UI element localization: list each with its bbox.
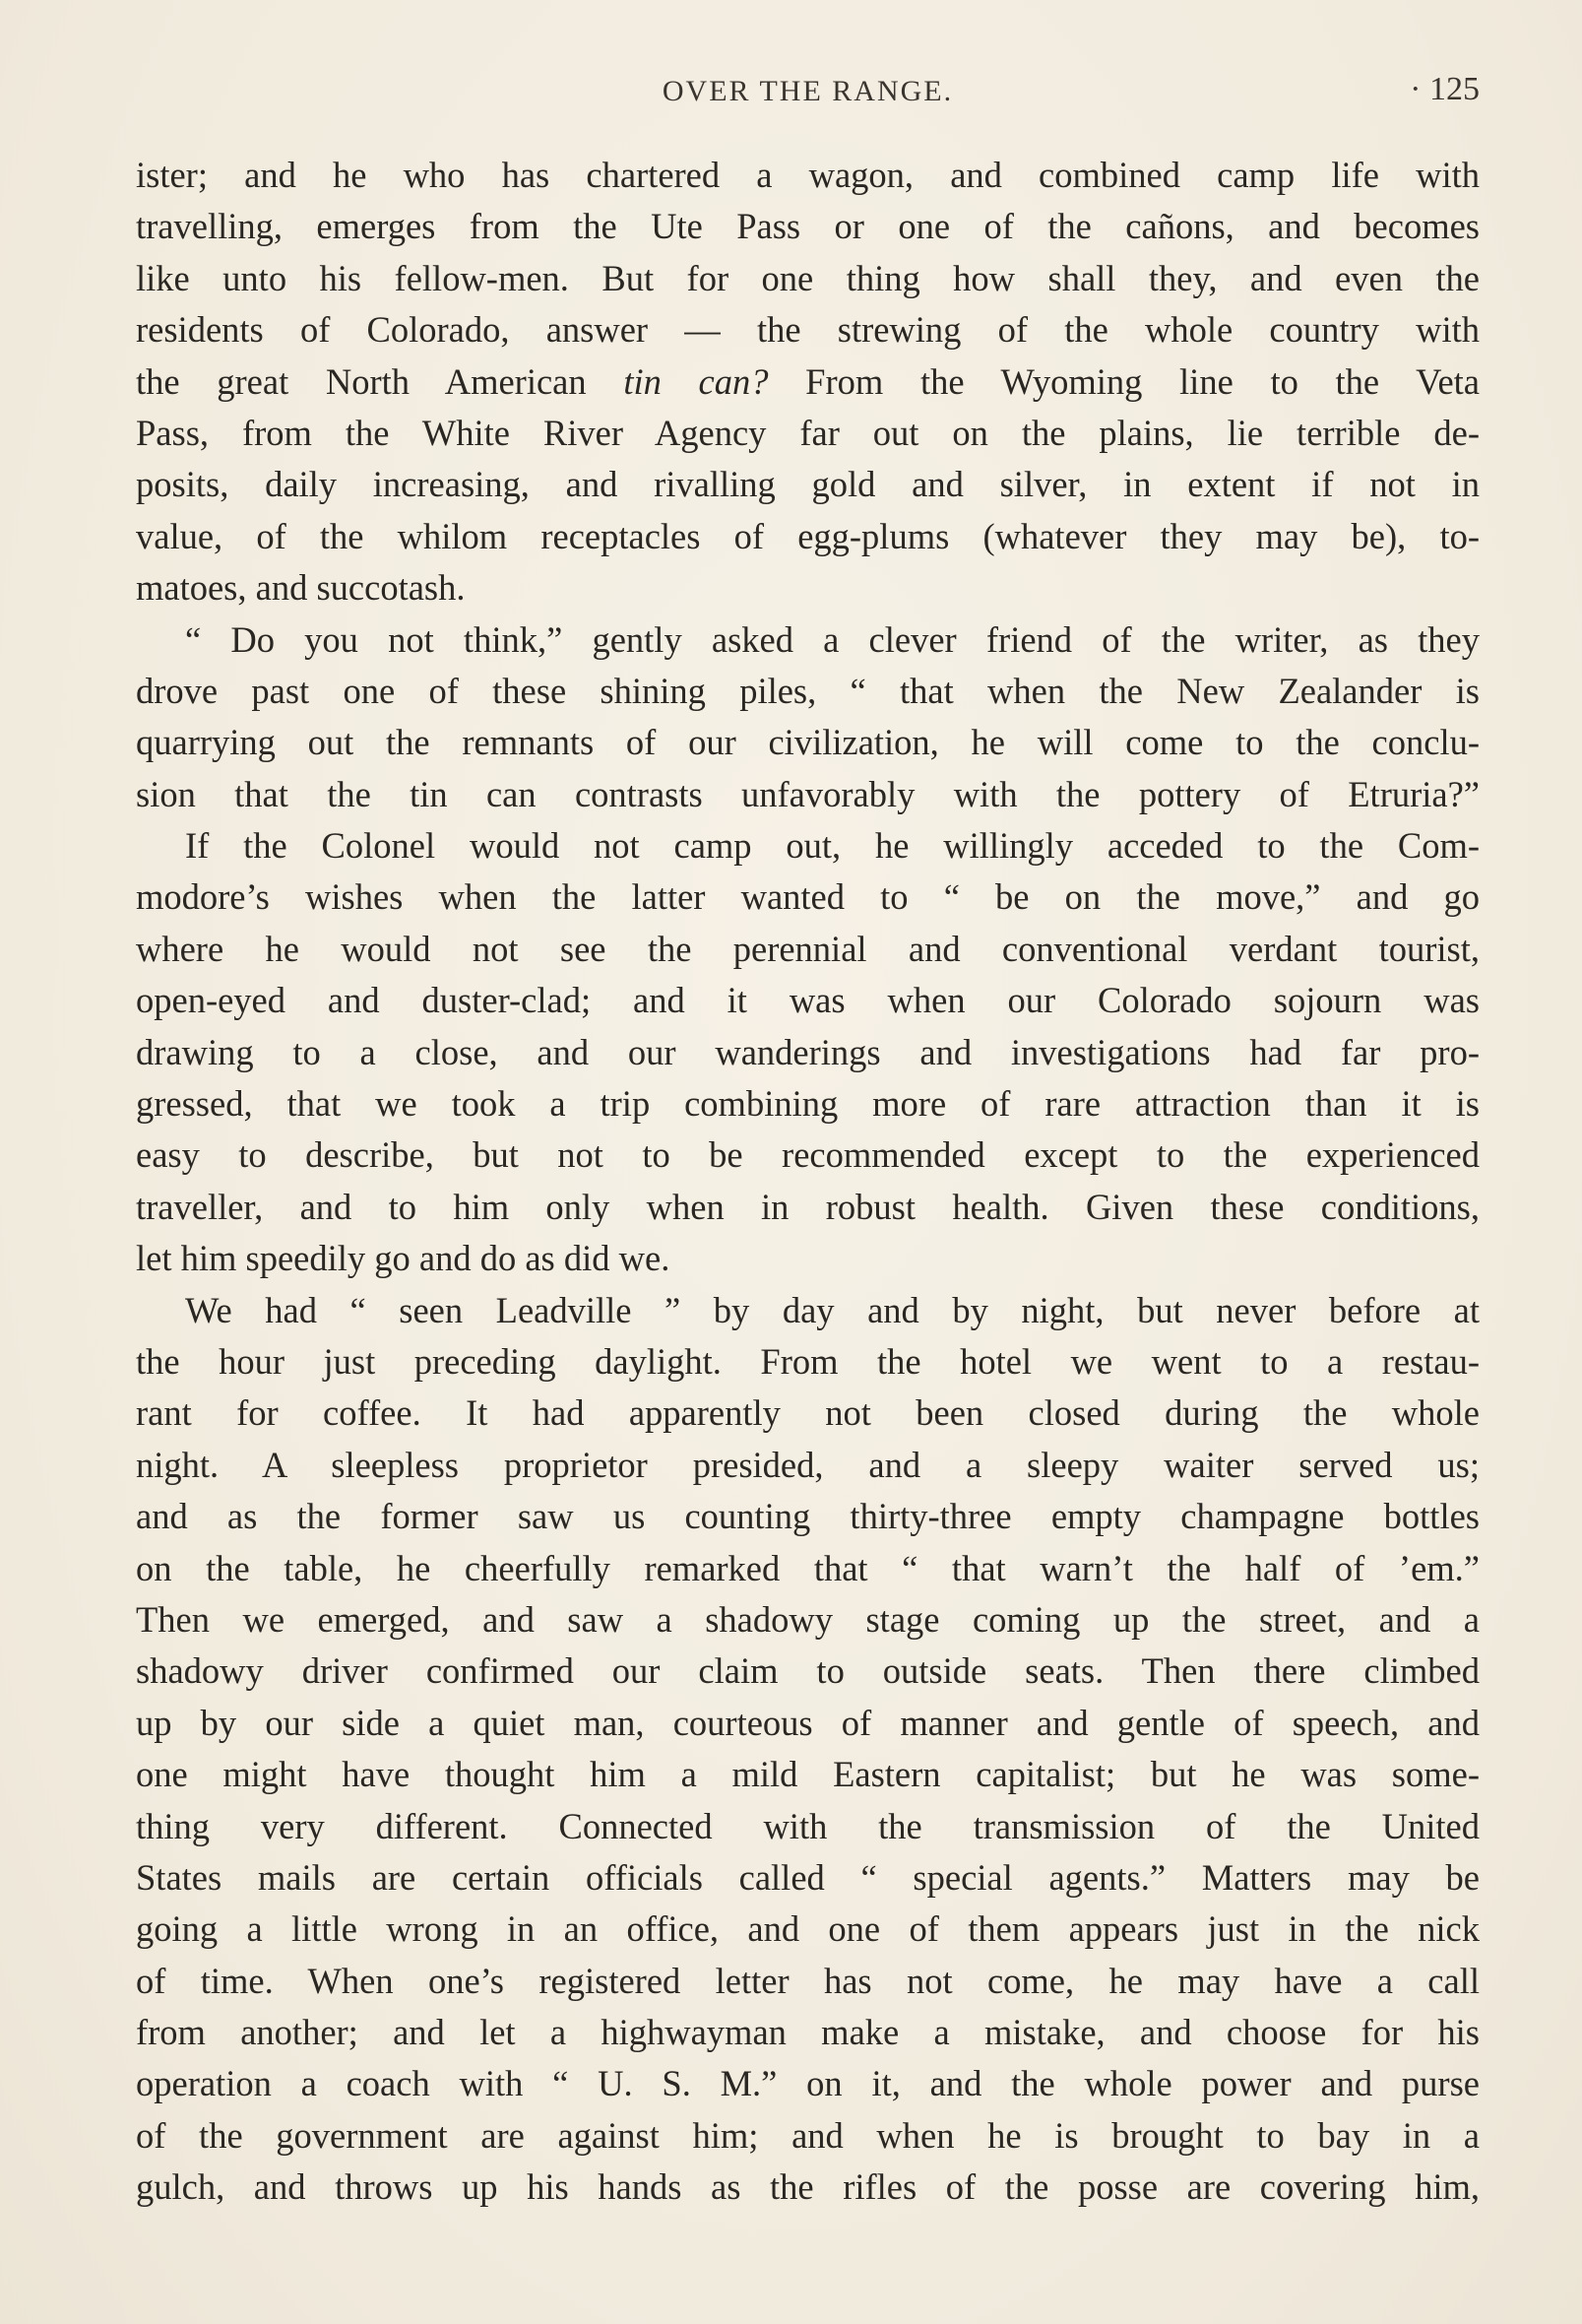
text-line: of the government are against him; and when he is brought to bay in a xyxy=(136,2114,1480,2156)
text-line: gressed, that we took a trip combining more of rare attraction than it is xyxy=(136,1083,1480,1125)
text-line: modore’s wishes when the latter wanted to “ be on the move,” and go xyxy=(136,876,1480,918)
text-line: where he would not see the perennial and conventional verdant tourist, xyxy=(136,928,1480,969)
text-line: of time. When one’s registered letter has not come, he may have a call xyxy=(136,1960,1480,2001)
text-line: the great North American tin can? From the Wyoming line to the Veta xyxy=(136,360,1480,402)
text-line: posits, daily increasing, and rivalling gold and silver, in extent if not in xyxy=(136,464,1480,505)
text-line: We had “ seen Leadville ” by day and by night, but never before at xyxy=(185,1289,1480,1330)
text-line: let him speedily go and do as did we. xyxy=(136,1238,670,1279)
text-line: on the table, he cheerfully remarked that “ that warn’t the half of ’em.” xyxy=(136,1547,1480,1588)
text-line: thing very different. Connected with the transmission of the United xyxy=(136,1805,1480,1846)
text-line: Then we emerged, and saw a shadowy stage coming up the street, and a xyxy=(136,1598,1480,1640)
text-line: shadowy driver confirmed our claim to outside seats. Then there climbed xyxy=(136,1650,1480,1692)
text-line: “ Do you not think,” gently asked a clever friend of the writer, as they xyxy=(185,618,1480,660)
italic-phrase: tin can? xyxy=(623,360,769,402)
body-text xyxy=(136,150,1480,2214)
text-line: travelling, emerges from the Ute Pass or one of the cañons, and becomes xyxy=(136,206,1480,247)
running-title: OVER THE RANGE. xyxy=(662,75,954,107)
text-line: one might have thought him a mild Eastern capitalist; but he was some- xyxy=(136,1754,1480,1795)
text-line: Pass, from the White River Agency far out on the plains, lie terrible de- xyxy=(136,412,1480,453)
text-line: drove past one of these shining piles, “ that when the New Zealander is xyxy=(136,670,1480,711)
text-line: residents of Colorado, answer — the strewing of the whole country with xyxy=(136,309,1480,351)
page-number: · 125 xyxy=(1410,71,1480,107)
text-line: operation a coach with “ U. S. M.” on it, and the whole power and purse xyxy=(136,2063,1480,2104)
text-line: open-eyed and duster-clad; and it was when our Colorado sojourn was xyxy=(136,980,1480,1021)
text-line: rant for coffee. It had apparently not been closed during the whole xyxy=(136,1392,1480,1434)
text-line: from another; and let a highwayman make a mistake, and choose for his xyxy=(136,2012,1480,2053)
text-line: gulch, and throws up his hands as the rifles of the posse are covering him, xyxy=(136,2166,1480,2208)
text-line: drawing to a close, and our wanderings and investigations had far pro- xyxy=(136,1031,1480,1072)
text-line: sion that the tin can contrasts unfavorably with the pottery of Etruria?” xyxy=(136,773,1480,814)
running-head xyxy=(136,71,1480,120)
text-line: up by our side a quiet man, courteous of manner and gentle of speech, and xyxy=(136,1702,1480,1743)
text-line: and as the former saw us counting thirty-three empty champagne bottles xyxy=(136,1496,1480,1537)
text-line: night. A sleepless proprietor presided, and a sleepy waiter served us; xyxy=(136,1444,1480,1485)
text-line: value, of the whilom receptacles of egg-plums (whatever they may be), to- xyxy=(136,515,1480,556)
text-line: traveller, and to him only when in robust health. Given these conditions, xyxy=(136,1186,1480,1227)
text-line: quarrying out the remnants of our civilization, he will come to the conclu- xyxy=(136,722,1480,763)
text-line: matoes, and succotash. xyxy=(136,567,466,609)
text-line: easy to describe, but not to be recommended except to the experienced xyxy=(136,1134,1480,1176)
text-line: the hour just preceding daylight. From the hotel we went to a restau- xyxy=(136,1340,1480,1382)
text-line: States mails are certain officials called “ special agents.” Matters may be xyxy=(136,1856,1480,1898)
text-line: going a little wrong in an office, and one of them appears just in the nick xyxy=(136,1908,1480,1950)
text-line: If the Colonel would not camp out, he willingly acceded to the Com- xyxy=(185,825,1480,867)
text-line: ister; and he who has chartered a wagon, and combined camp life with xyxy=(136,155,1480,195)
text-line: like unto his fellow-men. But for one thing how shall they, and even the xyxy=(136,257,1480,298)
